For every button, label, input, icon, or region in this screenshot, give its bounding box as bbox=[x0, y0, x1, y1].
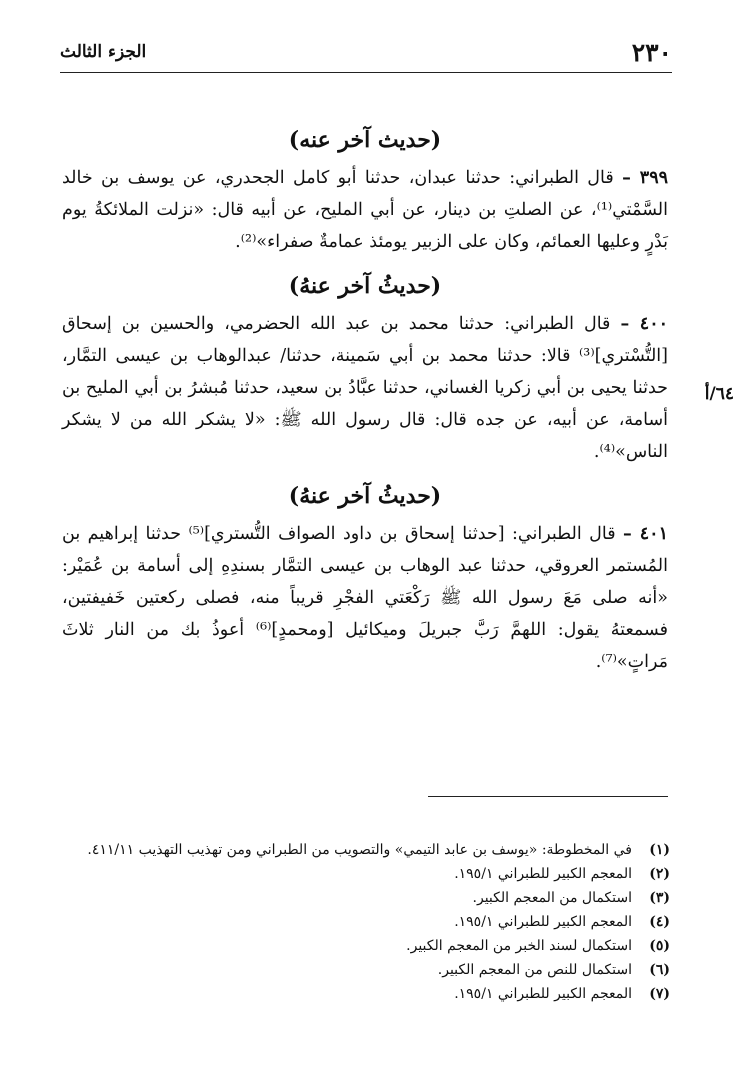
footnote-text: المعجم الكبير للطبراني ١٩٥/١. bbox=[454, 986, 632, 1002]
hadith-paragraph bbox=[62, 308, 668, 468]
footnote bbox=[70, 862, 670, 886]
footnote-text: استكمال لسند الخبر من المعجم الكبير. bbox=[406, 938, 632, 954]
footnote-text: استكمال من المعجم الكبير. bbox=[472, 890, 632, 906]
footnote bbox=[70, 934, 670, 958]
section-heading: (حديثُ آخر عنهُ) bbox=[288, 273, 442, 299]
footnote-text: المعجم الكبير للطبراني ١٩٥/١. bbox=[454, 914, 632, 930]
footnote bbox=[70, 838, 670, 862]
footnote-number: (٦) bbox=[649, 962, 670, 978]
footnote-number: (٧) bbox=[649, 986, 670, 1002]
hadith-number: ٤٠١ – bbox=[623, 524, 668, 544]
hadith-number: ٤٠٠ – bbox=[620, 314, 668, 334]
footnotes bbox=[70, 838, 670, 1006]
running-title: الجزء الثالث bbox=[60, 42, 147, 62]
page-header bbox=[60, 34, 672, 70]
footnote-number: (٢) bbox=[649, 866, 670, 882]
hadith-text: قال الطبراني: حدثنا عبدان، حدثنا أبو كامل الجحدري، عن يوسف بن خالد السَّمْتي⁽¹⁾، عن الصلتِ بن دينار، عن أبي المليح، عن أبيه قال: «نزلت الملائكةُ يوم بَدْرٍ وعليها العمائم، وكان على الزبير يومئذ عمامةٌ صفراء»⁽²⁾. bbox=[62, 168, 668, 252]
footnote-separator bbox=[428, 796, 668, 797]
hadith-number: ٣٩٩ – bbox=[622, 168, 668, 188]
footnote bbox=[70, 982, 670, 1006]
footnote bbox=[70, 886, 670, 910]
hadith-paragraph bbox=[62, 518, 668, 678]
footnote bbox=[70, 910, 670, 934]
footnote-number: (١) bbox=[649, 842, 670, 858]
section-heading: (حديثُ آخر عنهُ) bbox=[288, 483, 442, 509]
footnote bbox=[70, 958, 670, 982]
footnote-text: في المخطوطة: «يوسف بن عابد التيمي» والتصويب من الطبراني ومن تهذيب التهذيب ٤١١/١١. bbox=[87, 842, 632, 858]
footnote-text: استكمال للنص من المعجم الكبير. bbox=[437, 962, 632, 978]
footnote-text: المعجم الكبير للطبراني ١٩٥/١. bbox=[454, 866, 632, 882]
hadith-text: قال الطبراني: حدثنا محمد بن عبد الله الحضرمي، والحسين بن إسحاق [التُّسْتري]⁽³⁾ قالا: حدثنا محمد بن أبي سَمينة، حدثنا/ عبدالوهاب بن عيسى التمَّار، حدثنا يحيى بن أبي زكريا الغساني، حدثنا عبَّادُ بن سعيد، حدثنا مُبشرُ بن أبي المليح بن أسامة، عن أبيه، عن جده قال: قال رسول الله ﷺ: «لا يشكر الله من لا يشكر الناس»⁽⁴⁾. bbox=[62, 314, 668, 462]
footnote-number: (٤) bbox=[649, 914, 670, 930]
page-number: ٢٣٠ bbox=[631, 37, 672, 67]
footnote-number: (٣) bbox=[649, 890, 670, 906]
main-text bbox=[62, 118, 668, 678]
footnote-number: (٥) bbox=[649, 938, 670, 954]
header-rule bbox=[60, 72, 672, 73]
hadith-paragraph bbox=[62, 162, 668, 258]
manuscript-folio-reference: ٦٤/أ bbox=[704, 384, 734, 404]
hadith-text: قال الطبراني: [حدثنا إسحاق بن داود الصواف التُّستري]⁽⁵⁾ حدثنا إبراهيم بن المُستمر العروقي، حدثنا عبد الوهاب بن عيسى التمَّار بسندِهِ إلى أسامة بن عُمَيْر: «أنه صلى مَعَ رسول الله ﷺ رَكْعَتي الفجْرِ قريباً منه، فصلى ركعتين خَفيفتين، فسمعتهُ يقول: اللهمَّ رَبَّ جبريلَ وميكائيل [ومحمدٍ]⁽⁶⁾ أعوذُ بك من النار ثلاثَ مَراتٍ»⁽⁷⁾. bbox=[62, 524, 668, 672]
section-heading: (حديث آخر عنه) bbox=[288, 127, 442, 153]
